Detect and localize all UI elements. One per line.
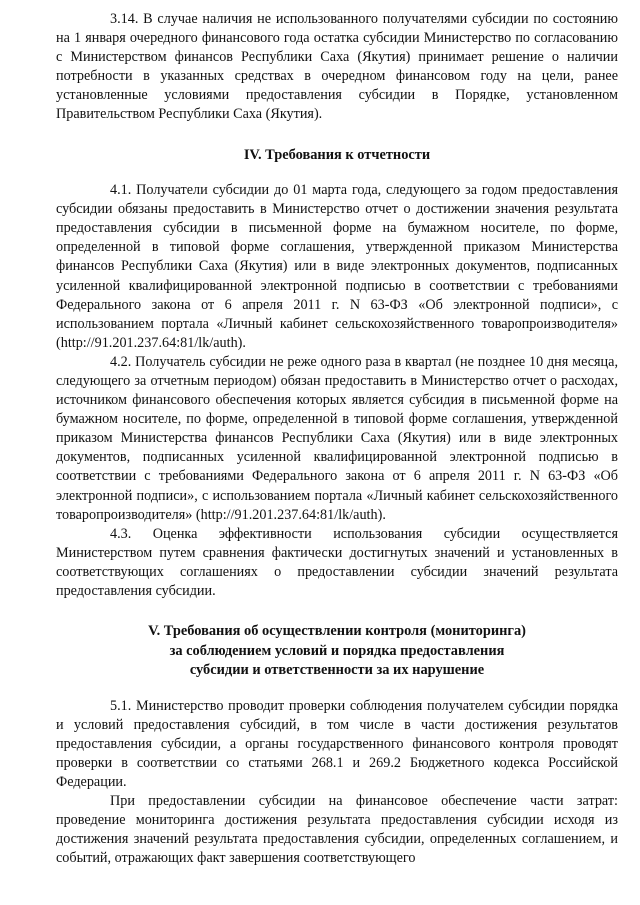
section-v-title <box>56 622 618 681</box>
paragraph-4-3: 4.3. Оценка эффективности использования субсидии осуществляется Министерством путем сравнения фактически достигнутых значений и установленных в соответствующих соглашениях о предоставлении субсидии значений результата предоставления субсидии. <box>56 525 618 600</box>
section-v-title-line-2: за соблюдением условий и порядка предоставления <box>169 642 505 659</box>
document-page <box>56 10 618 868</box>
section-v-title-line-3: субсидии и ответственности за их нарушение <box>189 662 485 679</box>
section-iv-title: IV. Требования к отчетности <box>243 146 431 163</box>
paragraph-4-2: 4.2. Получатель субсидии не реже одного раза в квартал (не позднее 10 дня месяца, следующего за отчетным периодом) обязан предоставить в Министерство отчет о расходах, источником финансового обеспечения которых является субсидия в письменной форме на бумажном носителе, по форме, определенной в типовой форме соглашения, утвержденной приказом Министерства финансов Республики Саха (Якутия) или в виде электронных документов, подписанных усиленной квалифицированной электронной подписью в соответствии с требованиями Федерального закона от 6 апреля 2011 г. N 63-ФЗ «Об электронной подписи», с использованием портала «Личный кабинет сельскохозяйственного товаропроизводителя» (http://91.201.237.64:81/lk/auth). <box>56 353 618 523</box>
paragraph-4-1: 4.1. Получатели субсидии до 01 марта года, следующего за годом предоставления субсидии обязаны предоставить в Министерство отчет о достижении значения результата предоставления субсидии в письменной форме на бумажном носителе, по форме, определенной в типовой форме соглашения, утвержденной приказом Министерства финансов Республики Саха (Якутия) или в виде электронных документов, подписанных усиленной квалифицированной электронной подписью в соответствии с требованиями Федерального закона от 6 апреля 2011 г. N 63-ФЗ «Об электронной подписи», с использованием портала «Личный кабинет сельскохозяйственного товаропроизводителя» (http://91.201.237.64:81/lk/auth). <box>56 182 618 351</box>
paragraph-5-1: 5.1. Министерство проводит проверки соблюдения получателем субсидии порядка и условий предоставления субсидий, в том числе в части достижения результатов предоставления субсидии, а органы государственного финансового контроля проводят проверки в соответствии со статьями 268.1 и 269.2 Бюджетного кодекса Российской Федерации. <box>56 697 618 790</box>
section-v-title-line-1: V. Требования об осуществлении контроля (мониторинга) <box>148 623 526 640</box>
paragraph-3-14: 3.14. В случае наличия не использованного получателями субсидии по состоянию на 1 января очередного финансового года остатка субсидии Министерство по согласованию с Министерством финансов Республики Саха (Якутия) принимает решение о наличии потребности в указанных средствах в очередном финансовом году на цели, ранее установленные условиями предоставления субсидии в Порядке, установленном Правительством Республики Саха (Якутия). <box>56 11 618 123</box>
paragraph-5-1-continued: При предоставлении субсидии на финансовое обеспечение части затрат: проведение мониторинга достижения результата предоставления субсидии исходя из достижения значений результата предоставления субсидии, определенных соглашением, и событий, отражающих факт завершения соответствующего <box>56 793 618 867</box>
